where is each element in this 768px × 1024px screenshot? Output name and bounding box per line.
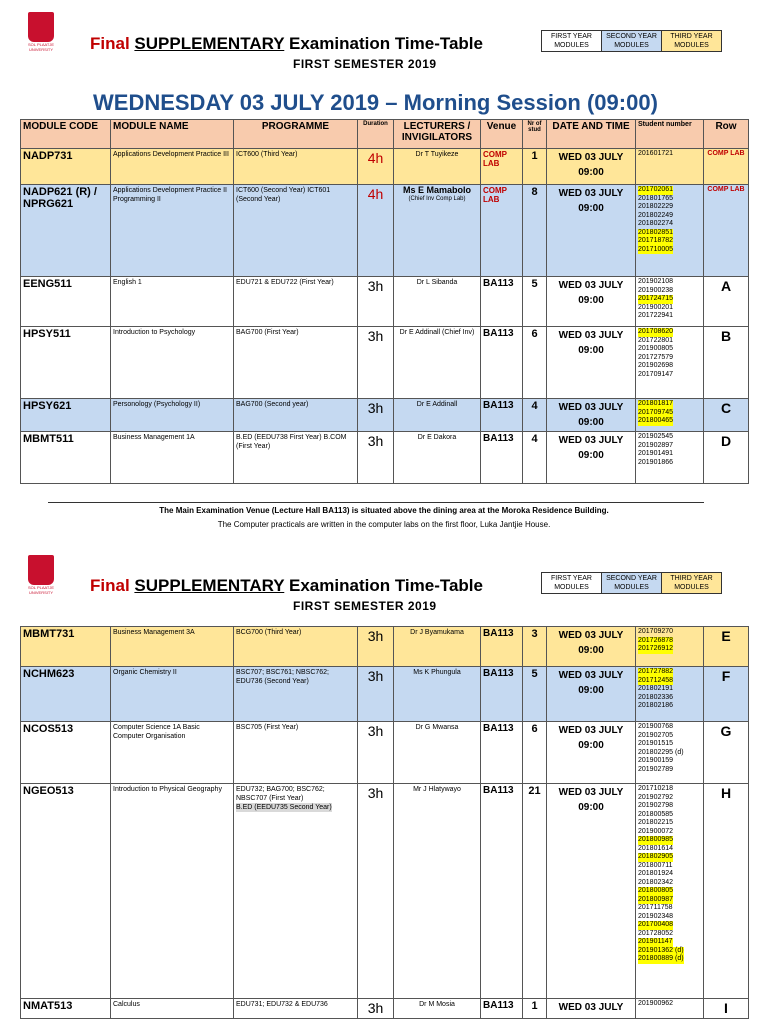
programme: EDU732; BAG700; BSC762; NBSC707 (First Year)B.ED (EEDU735 Second Year) [234,784,358,999]
student-number: 201728052 [638,929,674,937]
module-name: Calculus [111,999,234,1019]
exam-time: 09:00 [578,345,604,356]
exam-date: WED 03 JULY [558,152,624,163]
student-numbers [636,149,704,185]
module-code: EENG511 [21,277,111,327]
exam-time: 09:00 [578,802,604,813]
table-row [21,185,749,277]
student-number: 201900805 [638,345,674,352]
student-number: 201800987 [638,895,674,903]
table-row [21,999,749,1019]
row-letter: COMP LAB [704,149,749,185]
duration: 3h [358,722,394,784]
module-code: HPSY621 [21,399,111,432]
student-number: 201901515 [638,740,674,747]
date-time [547,399,636,432]
module-code: NMAT513 [21,999,111,1019]
legend-first-year: FIRST YEAR MODULES [542,31,602,52]
student-number: 201801924 [638,870,674,877]
student-number: 201900201 [638,303,674,311]
student-number: 201800985 [638,836,674,843]
student-number: 201709270 [638,628,674,635]
student-number: 201722801 [638,336,674,344]
student-count: 4 [523,399,547,432]
date-time [547,722,636,784]
row-letter: I [704,999,749,1019]
year-legend-2: FIRST YEAR MODULES SECOND YEAR MODULES THIRD YEAR MODULES [541,572,722,594]
student-number: 201802215 [638,819,674,826]
student-count: 4 [523,432,547,484]
exam-date: WED 03 JULY [558,1002,624,1013]
column-header: Nr of stud [523,120,547,149]
timetable-title: Final SUPPLEMENTARY Examination Time-Table [90,34,483,53]
module-name: Introduction to Physical Geography [111,784,234,999]
student-number: 201801817 [638,400,674,407]
legend-second-year: SECOND YEAR MODULES [602,31,662,52]
row-letter: C [704,399,749,432]
module-code: NCHM623 [21,667,111,722]
venue: BA113 [481,327,523,399]
date-time [547,432,636,484]
column-header: MODULE CODE [21,120,111,149]
timetable-2 [20,626,749,1019]
exam-date: WED 03 JULY [558,787,624,798]
table-row [21,277,749,327]
module-code: MBMT731 [21,627,111,667]
table-row [21,327,749,399]
student-number: 201727579 [638,353,674,361]
column-header: Venue [481,120,523,149]
programme: EDU721 & EDU722 (First Year) [234,277,358,327]
lab-note: The Computer practicals are written in the computer labs on the first floor, Luka Jantjie House. [217,520,551,529]
student-number: 201800805 [638,887,674,894]
student-number: 201722941 [638,312,674,319]
module-code: NADP731 [21,149,111,185]
module-name: Applications Development Practice II Programming II [111,185,234,277]
duration: 3h [358,399,394,432]
venue: BA113 [481,399,523,432]
student-numbers [636,784,704,999]
student-numbers [636,667,704,722]
student-number: 201724715 [638,295,674,302]
session-title: WEDNESDAY 03 JULY 2019 – Morning Session (09:00) [93,90,658,115]
student-numbers [636,399,704,432]
module-name: Personology (Psychology II) [111,399,234,432]
duration: 3h [358,627,394,667]
student-number: 201708620 [638,328,674,335]
duration: 3h [358,667,394,722]
student-number: 201802905 [638,853,674,860]
student-count: 5 [523,667,547,722]
exam-time: 09:00 [578,417,604,428]
student-number: 201900238 [638,286,674,294]
date-time [547,999,636,1019]
exam-time: 09:00 [578,167,604,178]
venue: BA113 [481,784,523,999]
student-count: 6 [523,722,547,784]
venue: BA113 [481,432,523,484]
duration: 4h [358,149,394,185]
student-count: 6 [523,327,547,399]
table-row [21,399,749,432]
module-name: Organic Chemistry II [111,667,234,722]
student-number: 201709147 [638,370,674,378]
table-row [21,149,749,185]
student-number: 201801614 [638,844,674,852]
student-number: 201900962 [638,1000,674,1007]
student-count: 8 [523,185,547,277]
student-number: 201800711 [638,861,673,869]
student-numbers [636,432,704,484]
student-number: 201902705 [638,731,674,739]
student-number: 201726912 [638,645,674,652]
student-number: 201601721 [638,150,674,157]
student-number: 201802249 [638,211,674,219]
student-number: 201902108 [638,278,674,285]
row-letter: D [704,432,749,484]
module-name: Business Management 1A [111,432,234,484]
student-number: 201901491 [638,450,674,457]
table-row [21,432,749,484]
date-time [547,327,636,399]
lecturer: Ms E Mamabolo (Chief Inv Comp Lab) [394,185,481,277]
date-time [547,627,636,667]
student-number: 201802274 [638,220,674,227]
exam-time: 09:00 [578,450,604,461]
row-letter: B [704,327,749,399]
date-time [547,277,636,327]
venue: BA113 [481,277,523,327]
row-letter: COMP LAB [704,185,749,277]
student-number: 201700408 [638,921,674,928]
student-number: 201802336 [638,693,674,701]
venue: COMP LAB [481,149,523,185]
duration: 4h [358,185,394,277]
student-numbers [636,627,704,667]
programme: BSC707; BSC761; NBSC762; EDU736 (Second Year) [234,667,358,722]
exam-date: WED 03 JULY [558,435,624,446]
column-header: PROGRAMME [234,120,358,149]
student-number: 201802295 (d) [638,748,684,756]
column-header: LECTURERS / INVIGILATORS [394,120,481,149]
column-header: MODULE NAME [111,120,234,149]
row-letter: E [704,627,749,667]
column-header: Row [704,120,749,149]
student-number: 201901866 [638,458,674,466]
student-number: 201712458 [638,676,674,684]
programme: ICT600 (Third Year) [234,149,358,185]
row-letter: G [704,722,749,784]
programme-extra: B.ED (EEDU735 Second Year) [236,804,332,811]
year-legend [541,30,722,52]
exam-date: WED 03 JULY [558,725,624,736]
duration: 3h [358,784,394,999]
student-numbers [636,277,704,327]
programme: BAG700 (Second year) [234,399,358,432]
student-number: 201902698 [638,362,674,369]
programme: B.ED (EEDU738 First Year) B.COM (First Year) [234,432,358,484]
student-number: 201900768 [638,723,674,730]
student-number: 201802186 [638,702,674,709]
date-time [547,667,636,722]
date-time [547,149,636,185]
student-number: 201900072 [638,827,674,835]
student-number: 201727882 [638,668,674,675]
student-number: 201902348 [638,912,674,920]
student-number: 201726878 [638,636,674,644]
table-row [21,722,749,784]
row-letter: A [704,277,749,327]
row-letter: F [704,667,749,722]
student-number: 201802851 [638,228,674,236]
column-header: Student number [636,120,704,149]
lecturer: Mr J Hlatywayo [394,784,481,999]
duration: 3h [358,999,394,1019]
lecturer: Ms K Phungula [394,667,481,722]
lecturer: Dr M Mosia [394,999,481,1019]
student-number: 201710218 [638,785,674,792]
module-code: NCOS513 [21,722,111,784]
lecturer: Dr T Tuyikeze [394,149,481,185]
module-code: NGEO513 [21,784,111,999]
student-count: 3 [523,627,547,667]
module-name: Computer Science 1A Basic Computer Organisation [111,722,234,784]
student-number: 201901147 [638,938,673,945]
exam-time: 09:00 [578,685,604,696]
venue: BA113 [481,722,523,784]
module-name: Introduction to Psychology [111,327,234,399]
table-row [21,784,749,999]
module-name: Applications Development Practice III [111,149,234,185]
exam-date: WED 03 JULY [558,188,624,199]
exam-time: 09:00 [578,203,604,214]
lecturer-note: (Chief Inv Comp Lab) [408,196,466,202]
lecturer: Dr E Addinall (Chief Inv) [394,327,481,399]
student-number: 201900159 [638,757,674,764]
exam-time: 09:00 [578,740,604,751]
module-code: MBMT511 [21,432,111,484]
venue: BA113 [481,667,523,722]
venue-note: The Main Examination Venue (Lecture Hall BA113) is situated above the dining area at the Moroka Residence Building. [159,506,609,515]
student-count: 1 [523,999,547,1019]
student-count: 5 [523,277,547,327]
exam-date: WED 03 JULY [558,330,624,341]
column-header: DATE AND TIME [547,120,636,149]
semester-title: FIRST SEMESTER 2019 [293,57,437,71]
date-time [547,784,636,999]
student-number: 201901362 (d) [638,946,684,954]
student-number: 201801765 [638,194,674,202]
venue: BA113 [481,999,523,1019]
programme: ICT600 (Second Year) ICT601 (Second Year) [234,185,358,277]
module-code: HPSY511 [21,327,111,399]
table-row [21,627,749,667]
student-numbers [636,999,704,1019]
lecturer: Dr G Mwansa [394,722,481,784]
exam-time: 09:00 [578,295,604,306]
student-number: 201718782 [638,237,674,244]
exam-date: WED 03 JULY [558,670,624,681]
student-number: 201902789 [638,765,674,773]
timetable-title-2: Final SUPPLEMENTARY Examination Time-Table [90,576,483,595]
exam-date: WED 03 JULY [558,402,624,413]
programme: EDU731; EDU732 & EDU736 [234,999,358,1019]
student-number: 201902798 [638,802,674,809]
divider [48,502,704,503]
date-time [547,185,636,277]
lecturer: Dr L Sibanda [394,277,481,327]
student-number: 201800889 (d) [638,955,684,962]
programme: BAG700 (First Year) [234,327,358,399]
row-letter: H [704,784,749,999]
student-number: 201802229 [638,203,674,210]
student-number: 201800465 [638,417,674,424]
lecturer: Dr E Addinall [394,399,481,432]
exam-date: WED 03 JULY [558,280,624,291]
duration: 3h [358,432,394,484]
student-numbers [636,327,704,399]
university-logo-2: SOL PLAATJE UNIVERSITY [26,555,56,595]
venue: BA113 [481,627,523,667]
student-number: 201902897 [638,441,674,449]
student-number: 201702061 [638,186,674,193]
duration: 3h [358,327,394,399]
student-number: 201802342 [638,878,674,886]
student-number: 201709745 [638,408,674,416]
venue: COMP LAB [481,185,523,277]
student-number: 201802191 [638,685,674,692]
lecturer: Dr E Dakora [394,432,481,484]
student-number: 201711758 [638,904,673,911]
module-name: Business Management 3A [111,627,234,667]
student-numbers [636,185,704,277]
student-number: 201800585 [638,810,674,818]
legend-third-year: THIRD YEAR MODULES [662,31,722,52]
table-row [21,667,749,722]
student-count: 21 [523,784,547,999]
exam-time: 09:00 [578,645,604,656]
student-count: 1 [523,149,547,185]
semester-title-2: FIRST SEMESTER 2019 [293,599,437,613]
student-numbers [636,722,704,784]
duration: 3h [358,277,394,327]
timetable-1 [20,119,749,484]
module-name: English 1 [111,277,234,327]
lecturer: Dr J Byamukama [394,627,481,667]
student-number: 201902792 [638,793,674,801]
exam-date: WED 03 JULY [558,630,624,641]
programme: BCG700 (Third Year) [234,627,358,667]
column-header: Duration [358,120,394,149]
student-number: 201710005 [638,245,674,253]
university-logo: SOL PLAATJE UNIVERSITY [26,12,56,52]
student-number: 201902545 [638,433,674,440]
module-code: NADP621 (R) / NPRG621 [21,185,111,277]
programme: BSC705 (First Year) [234,722,358,784]
